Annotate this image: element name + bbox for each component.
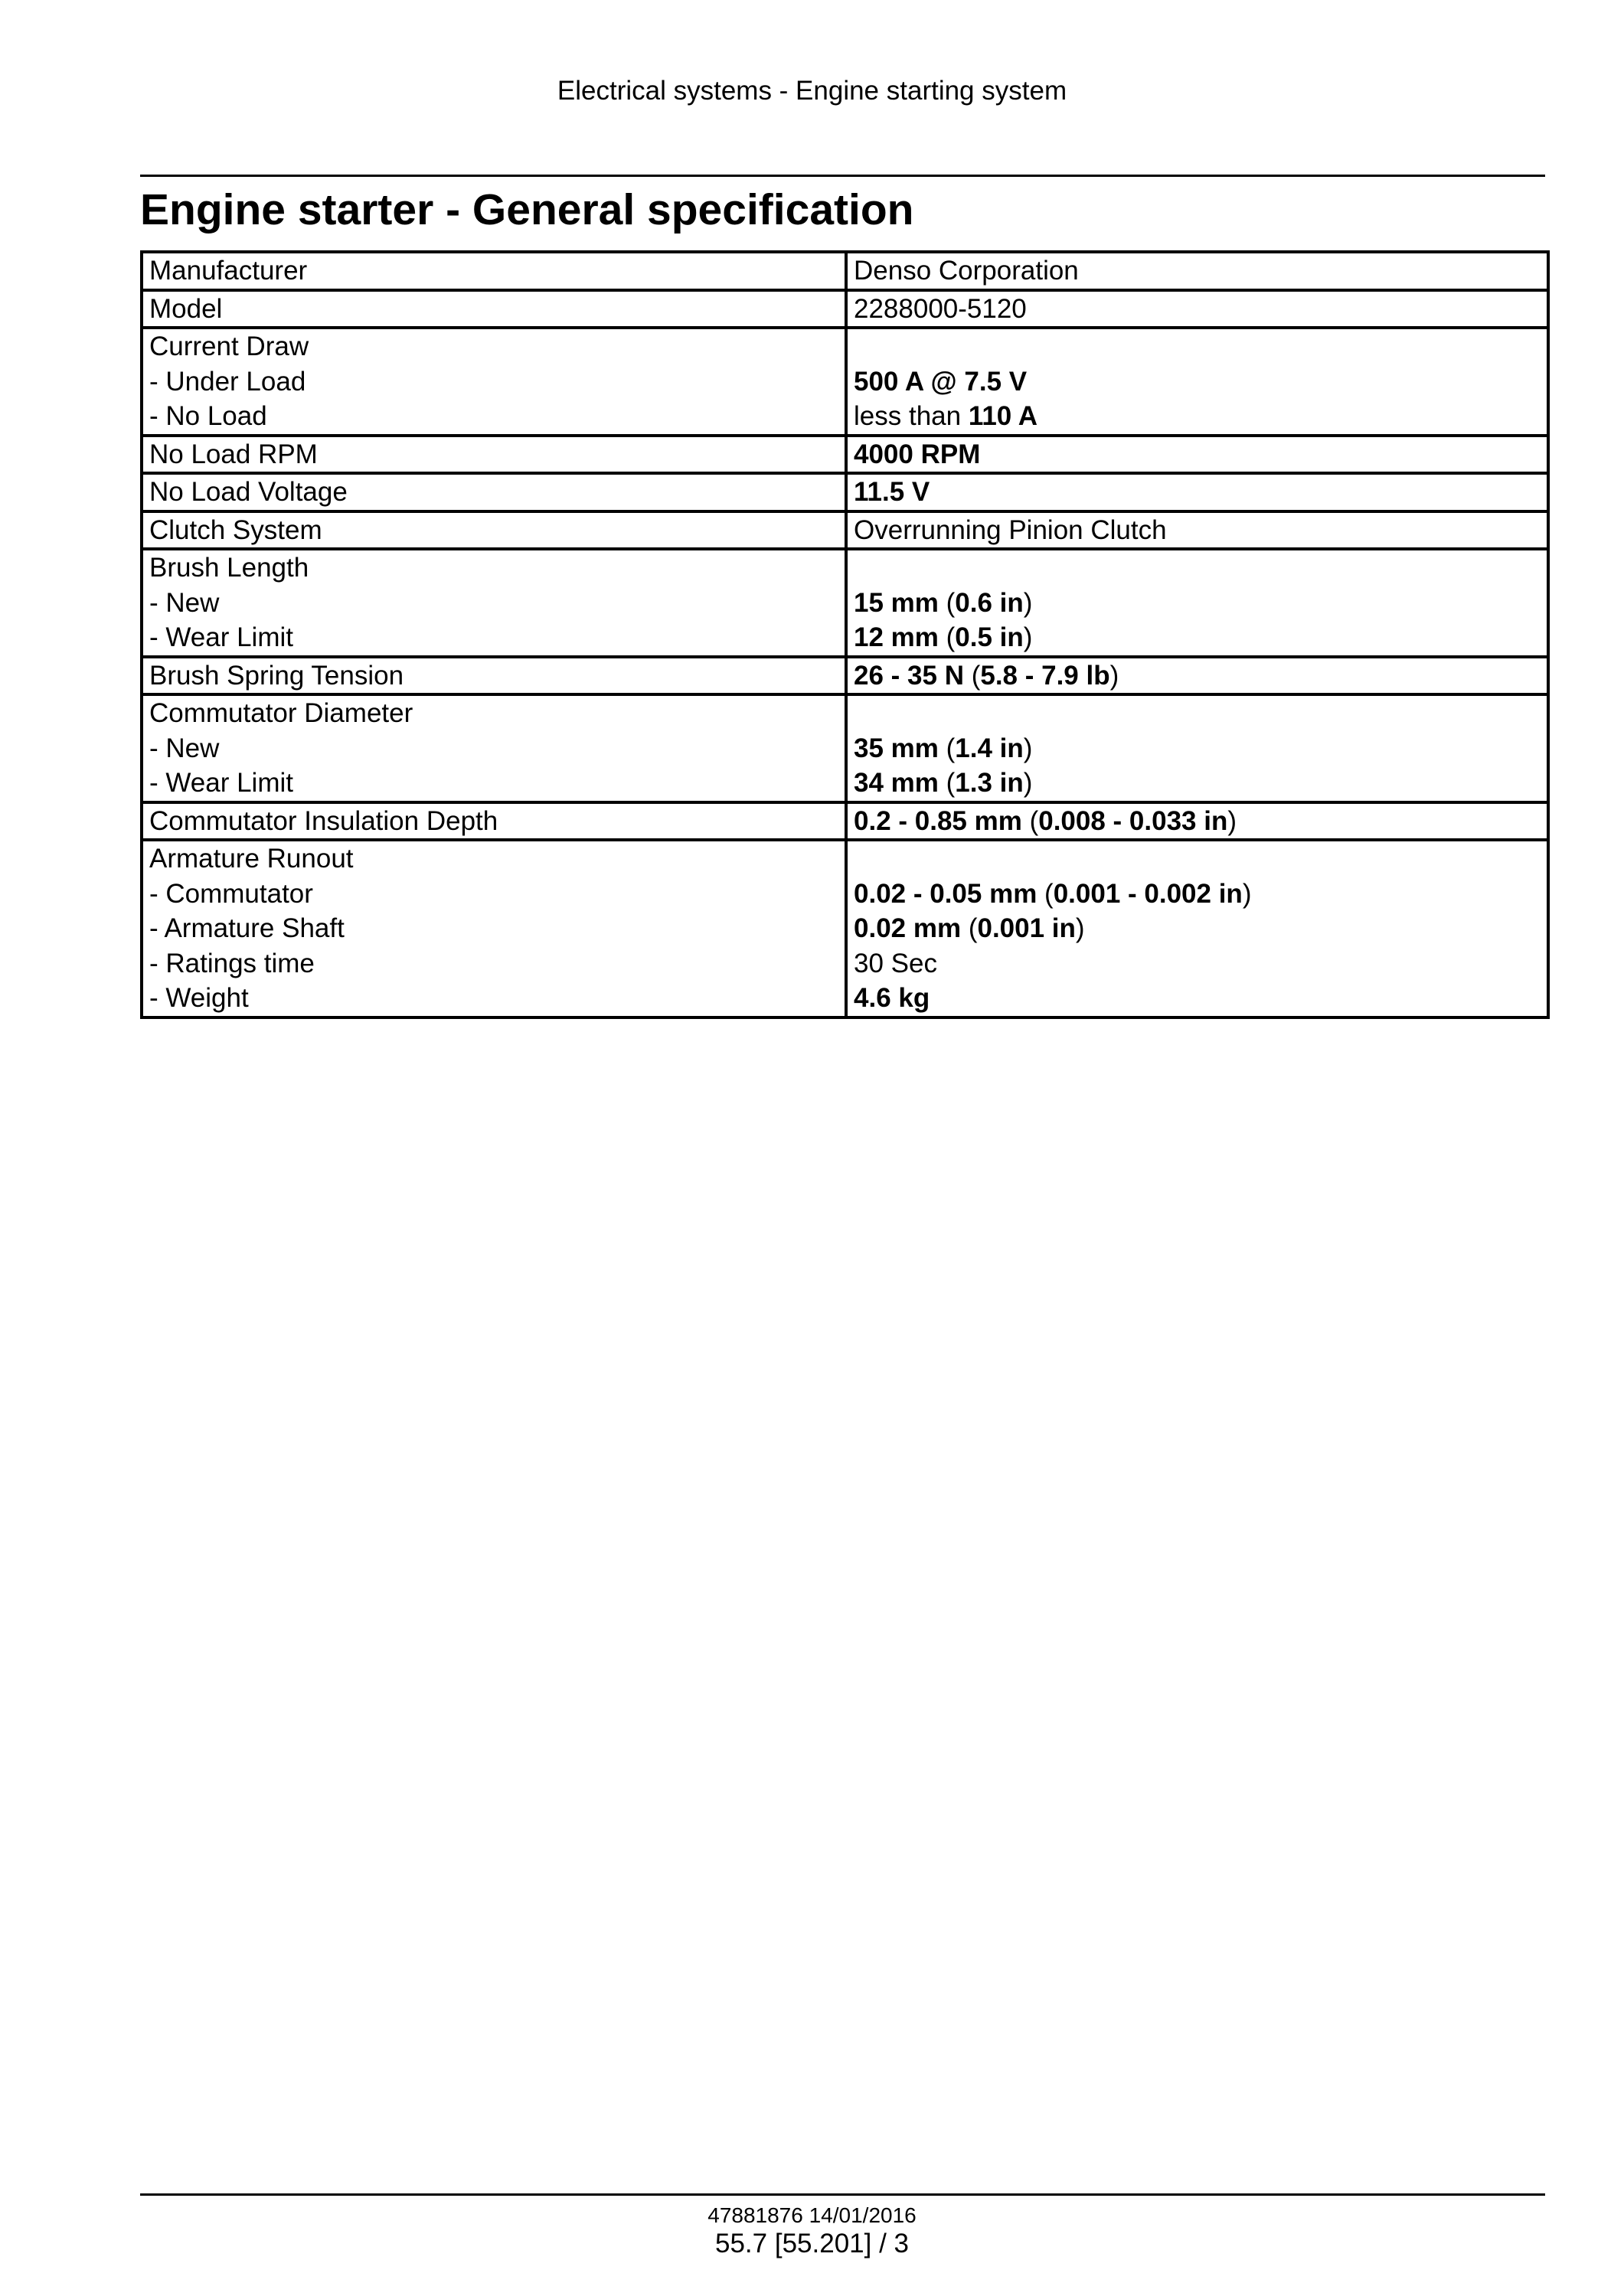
spec-label: Commutator Insulation Depth [142, 802, 846, 841]
table-row-manufacturer [142, 252, 1548, 290]
imperial-value: 0.001 in [977, 913, 1076, 943]
imperial-value: 0.6 in [955, 587, 1024, 618]
metric-value: 12 mm [854, 622, 939, 652]
spec-sublabel: - Armature Shaft [149, 913, 345, 943]
metric-value: 0.02 - 0.05 mm [854, 878, 1037, 909]
spec-label: Armature Runout [149, 844, 354, 874]
spec-label: Manufacturer [142, 252, 846, 290]
spec-label-group [142, 328, 846, 436]
spec-label: Current Draw [149, 331, 309, 361]
table-row-brush-spring-tension [142, 657, 1548, 695]
table-row-current-draw [142, 328, 1548, 436]
spec-value: 500 A @ 7.5 V [854, 366, 1028, 397]
spec-label: Brush Spring Tension [142, 657, 846, 695]
table-row-clutch-system [142, 511, 1548, 550]
spec-value: 110 A [968, 401, 1037, 431]
imperial-value: 0.5 in [955, 622, 1024, 652]
spec-label: Clutch System [142, 511, 846, 550]
spec-value: 4.6 kg [854, 983, 930, 1013]
spec-table [140, 250, 1550, 1019]
spec-value-empty [854, 329, 1547, 364]
metric-value: 26 - 35 N [854, 660, 964, 691]
spec-value: Denso Corporation [846, 252, 1548, 290]
spec-value-line [854, 399, 1547, 434]
spec-value: 2288000-5120 [846, 290, 1548, 328]
spec-value: 30 Sec [854, 948, 937, 978]
spec-value-empty [854, 550, 1547, 586]
spec-value-line: 0.2 - 0.85 mm (0.008 - 0.033 in) [846, 802, 1548, 841]
spec-sublabel: - Ratings time [149, 948, 315, 978]
document-code: 47881876 14/01/2016 [707, 2203, 917, 2227]
table-row-brush-length [142, 549, 1548, 657]
metric-value: 0.02 mm [854, 913, 962, 943]
spec-value-line: 0.02 mm (0.001 in) [854, 913, 1085, 943]
spec-sublabel: - Under Load [149, 366, 306, 397]
spec-sublabel: - Wear Limit [149, 622, 293, 652]
spec-value: 4000 RPM [846, 436, 1548, 474]
imperial-value: 5.8 - 7.9 lb [980, 660, 1110, 691]
spec-value-line: 0.02 - 0.05 mm (0.001 - 0.002 in) [854, 878, 1252, 909]
spec-value-group [846, 840, 1548, 1017]
spec-value-line: 12 mm (0.5 in) [854, 622, 1033, 652]
spec-value-group [846, 328, 1548, 436]
spec-sublabel: - Commutator [149, 878, 313, 909]
spec-sublabel: - New [149, 587, 220, 618]
spec-value: Overrunning Pinion Clutch [846, 511, 1548, 550]
imperial-value: 1.3 in [955, 768, 1024, 798]
spec-label-group [142, 840, 846, 1017]
metric-value: 15 mm [854, 587, 939, 618]
table-row-model [142, 290, 1548, 328]
spec-label: Brush Length [149, 553, 309, 583]
section-title: Engine starter - General specification [140, 185, 914, 234]
metric-value: 35 mm [854, 733, 939, 763]
spec-sublabel: - New [149, 733, 220, 763]
header-rule [140, 175, 1545, 177]
imperial-value: 0.001 - 0.002 in [1053, 878, 1243, 909]
spec-sublabel: - No Load [149, 401, 267, 431]
imperial-value: 1.4 in [955, 733, 1024, 763]
spec-label: No Load RPM [142, 436, 846, 474]
spec-value-line: 34 mm (1.3 in) [854, 768, 1033, 798]
table-row-commutator-insulation-depth [142, 802, 1548, 841]
spec-label-group [142, 694, 846, 802]
spec-value-empty [854, 841, 1547, 877]
table-row-no-load-rpm [142, 436, 1548, 474]
metric-value: 0.2 - 0.85 mm [854, 805, 1022, 836]
spec-value-group [846, 694, 1548, 802]
spec-value-line: 26 - 35 N (5.8 - 7.9 lb) [846, 657, 1548, 695]
table-row-armature-runout [142, 840, 1548, 1017]
spec-label: Model [142, 290, 846, 328]
table-row-no-load-voltage [142, 473, 1548, 511]
metric-value: 34 mm [854, 768, 939, 798]
spec-label: No Load Voltage [142, 473, 846, 511]
spec-sublabel: - Weight [149, 983, 249, 1013]
spec-value-line: 15 mm (0.6 in) [854, 587, 1033, 618]
spec-label-group [142, 549, 846, 657]
footer-rule [140, 2193, 1545, 2196]
spec-value-empty [854, 696, 1547, 731]
spec-value: 11.5 V [846, 473, 1548, 511]
imperial-value: 0.008 - 0.033 in [1038, 805, 1228, 836]
spec-value-line: 35 mm (1.4 in) [854, 733, 1033, 763]
spec-sublabel: - Wear Limit [149, 768, 293, 798]
spec-label: Commutator Diameter [149, 698, 413, 728]
spec-value-group [846, 549, 1548, 657]
page-header: Electrical systems - Engine starting system [557, 76, 1067, 106]
page-reference: 55.7 [55.201] / 3 [715, 2229, 909, 2258]
table-row-commutator-diameter [142, 694, 1548, 802]
spec-value-prefix: less than [854, 401, 969, 431]
